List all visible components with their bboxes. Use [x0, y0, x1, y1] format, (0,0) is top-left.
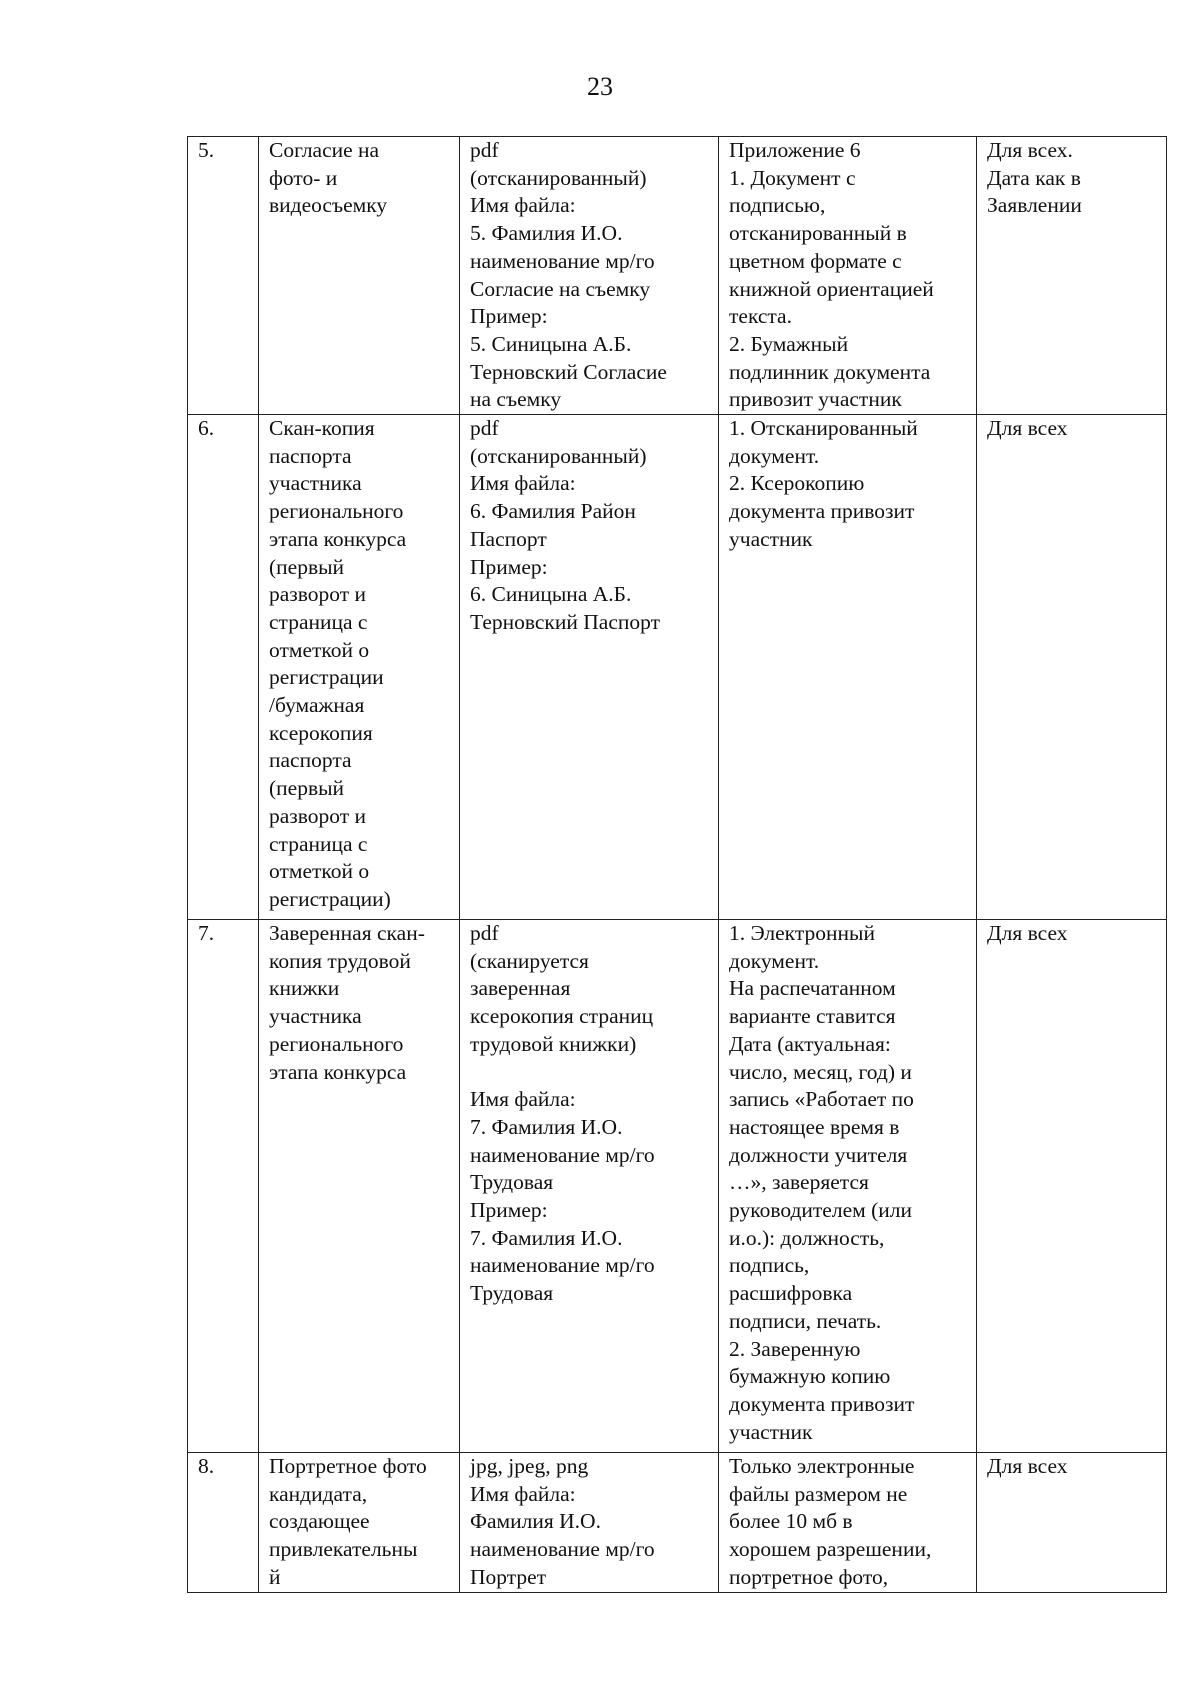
table-row [188, 137, 1167, 415]
cell-requirements: 1. Электронный документ. На распечатанном варианте ставится Дата (актуальная: число, месяц, год) и запись «Работает по настоящее время в должности учителя …», заверяется руководителем (или и.о.): должность, подпись, расшифровка подписи, печать. 2. Заверенную бумажную копию документа привозит участник [719, 920, 977, 1453]
cell-requirements: Только электронные файлы размером не более 10 мб в хорошем разрешении, портретное фото, [719, 1453, 977, 1593]
cell-file-format: pdf (отсканированный) Имя файла: 6. Фамилия Район Паспорт Пример: 6. Синицына А.Б. Терновский Паспорт [460, 415, 719, 920]
cell-document-name: Скан-копия паспорта участника регионального этапа конкурса (первый разворот и страница с отметкой о регистрации /бумажная ксерокопия паспорта (первый разворот и страница с отметкой о регистрации) [259, 415, 460, 920]
table-row [188, 415, 1167, 920]
cell-applies-to: Для всех [977, 415, 1167, 920]
cell-document-name: Портретное фото кандидата, создающее привлекательны й [259, 1453, 460, 1593]
cell-document-name: Согласие на фото- и видеосъемку [259, 137, 460, 415]
cell-applies-to: Для всех. Дата как в Заявлении [977, 137, 1167, 415]
cell-document-name: Заверенная скан- копия трудовой книжки участника регионального этапа конкурса [259, 920, 460, 1453]
cell-applies-to: Для всех [977, 1453, 1167, 1593]
cell-file-format: jpg, jpeg, png Имя файла: Фамилия И.О. наименование мр/го Портрет [460, 1453, 719, 1593]
table-row [188, 1453, 1167, 1593]
cell-number: 6. [188, 415, 259, 920]
documents-table [187, 136, 1167, 1593]
table-row [188, 920, 1167, 1453]
cell-number: 5. [188, 137, 259, 415]
page-number: 23 [587, 72, 613, 101]
cell-file-format: pdf (отсканированный) Имя файла: 5. Фамилия И.О. наименование мр/го Согласие на съемку Пример: 5. Синицына А.Б. Терновский Согласие на съемку [460, 137, 719, 415]
cell-requirements: Приложение 6 1. Документ с подписью, отсканированный в цветном формате с книжной ориентацией текста. 2. Бумажный подлинник документа привозит участник [719, 137, 977, 415]
cell-number: 7. [188, 920, 259, 1453]
cell-applies-to: Для всех [977, 920, 1167, 1453]
cell-file-format: pdf (сканируется заверенная ксерокопия страниц трудовой книжки) Имя файла: 7. Фамилия И.О. наименование мр/го Трудовая Пример: 7. Фамилия И.О. наименование мр/го Трудовая [460, 920, 719, 1453]
cell-number: 8. [188, 1453, 259, 1593]
cell-requirements: 1. Отсканированный документ. 2. Ксерокопию документа привозит участник [719, 415, 977, 920]
